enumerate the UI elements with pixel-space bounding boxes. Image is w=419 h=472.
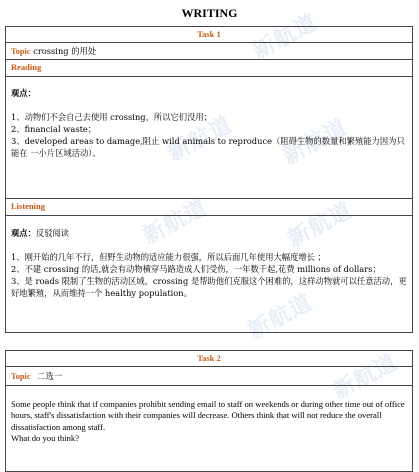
reading-header: Reading	[6, 60, 413, 77]
task2-topic-row	[6, 367, 413, 386]
topic-label: Topic	[11, 372, 31, 381]
watermark-logo: 新航道	[284, 198, 357, 253]
listening-header: Listening	[6, 199, 413, 216]
reading-point: 2、financial waste；	[11, 124, 97, 135]
watermark-logo: 新航道	[279, 115, 352, 170]
reading-viewpoint-label: 观点：	[11, 88, 36, 98]
listening-viewpoint-text: 反驳阅读	[35, 228, 70, 238]
task1-header: Task 1	[6, 27, 413, 43]
watermark-logo: 新航道	[164, 112, 237, 167]
task1-topic-row	[6, 43, 413, 60]
task1-table	[5, 26, 413, 333]
task2-question: What do you think?	[11, 433, 80, 444]
watermark-logo: 新航道	[329, 350, 402, 405]
task2-prompt-body	[6, 386, 413, 472]
task2-table	[5, 350, 413, 472]
listening-body	[6, 216, 413, 333]
task2-header: Task 2	[6, 351, 413, 367]
task2-prompt: Some people think that if companies prohibit sending email to staff on weekends or during other time out of office hours, staff's dissatisfaction with their companies will decrease. Others think that will not reduce the overall dissatisfaction among staff.	[11, 399, 405, 432]
topic-label: Topic	[11, 47, 31, 56]
listening-point: 3、是 roads 限制了生物的活动区域，crossing 是帮助他们克服这个困难的，这样动物就可以任意活动，更好地繁殖，从而维持一个 healthy population。	[11, 276, 407, 299]
topic-text: crossing 的用处	[33, 46, 97, 56]
watermark-logo: 新航道	[139, 195, 212, 250]
watermark-logo: 新航道	[244, 290, 317, 345]
reading-point: 3、developed areas to damage,阻止 wild animals to reproduce（阻碍生物的数量和繁殖能力因为只能在 一小片区域活动）。	[11, 136, 405, 159]
listening-viewpoint-label: 观点：	[11, 228, 36, 238]
reading-point: 1、动物们不会自己去使用 crossing，所以它们没用；	[11, 112, 212, 123]
listening-point: 1、刚开始的几年不行，但野生动物的适应能力很强，所以后面几年使用大幅度增长 ；	[11, 252, 326, 263]
listening-point: 2、不建 crossing 的话,就会有动物横穿马路造成人们受伤，一年数千起,花费 millions of dollars；	[11, 264, 381, 275]
watermark-logo: 新航道	[249, 10, 322, 65]
reading-body	[6, 77, 413, 199]
listening-viewpoint	[11, 227, 407, 239]
topic-text: 二选一	[37, 371, 63, 381]
page-title: WRITING	[181, 6, 238, 20]
